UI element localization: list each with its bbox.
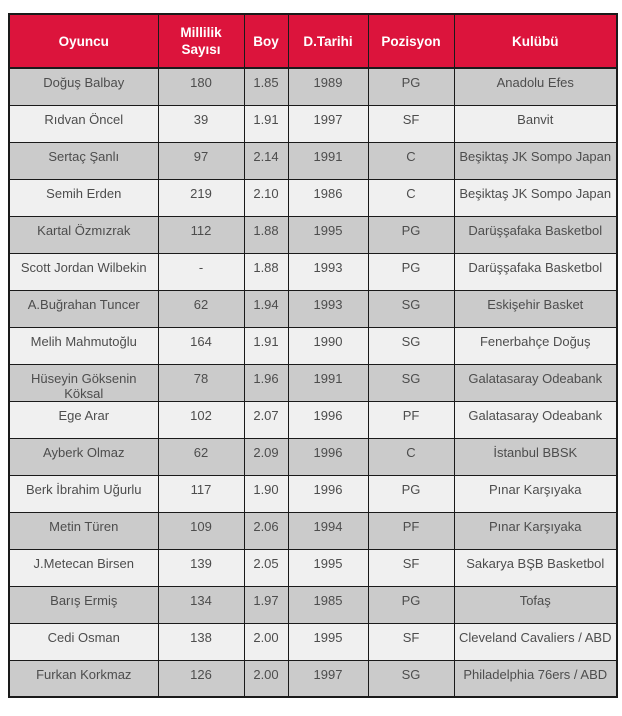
cell: Beşiktaş JK Sompo Japan: [454, 142, 617, 179]
cell: Philadelphia 76ers / ABD: [454, 660, 617, 697]
cell: PG: [368, 216, 454, 253]
cell: 138: [158, 623, 244, 660]
cell: 219: [158, 179, 244, 216]
cell: Cedi Osman: [9, 623, 158, 660]
cell: 62: [158, 290, 244, 327]
cell: Sertaç Şanlı: [9, 142, 158, 179]
cell: 1.94: [244, 290, 288, 327]
cell: C: [368, 438, 454, 475]
cell: 2.09: [244, 438, 288, 475]
column-header-4: Pozisyon: [368, 14, 454, 68]
cell: 1995: [288, 216, 368, 253]
cell: PF: [368, 512, 454, 549]
cell: 78: [158, 364, 244, 401]
cell: Pınar Karşıyaka: [454, 475, 617, 512]
cell: SG: [368, 327, 454, 364]
cell: 112: [158, 216, 244, 253]
column-header-5: Kulübü: [454, 14, 617, 68]
table-row: [9, 438, 617, 475]
cell: J.Metecan Birsen: [9, 549, 158, 586]
cell: İstanbul BBSK: [454, 438, 617, 475]
cell: Tofaş: [454, 586, 617, 623]
cell: 1993: [288, 290, 368, 327]
table-row: [9, 660, 617, 697]
cell: PG: [368, 475, 454, 512]
cell: 1991: [288, 142, 368, 179]
cell: 1997: [288, 660, 368, 697]
cell: 1986: [288, 179, 368, 216]
cell: Pınar Karşıyaka: [454, 512, 617, 549]
cell: SG: [368, 660, 454, 697]
cell: 109: [158, 512, 244, 549]
cell: Sakarya BŞB Basketbol: [454, 549, 617, 586]
cell: 180: [158, 68, 244, 105]
cell: Darüşşafaka Basketbol: [454, 216, 617, 253]
cell: 39: [158, 105, 244, 142]
cell: 1996: [288, 475, 368, 512]
cell: Rıdvan Öncel: [9, 105, 158, 142]
cell: C: [368, 142, 454, 179]
cell: SF: [368, 105, 454, 142]
cell: 2.10: [244, 179, 288, 216]
cell: C: [368, 179, 454, 216]
cell: 1995: [288, 549, 368, 586]
cell: 2.00: [244, 623, 288, 660]
players-table-header: [9, 14, 617, 68]
cell: Hüseyin Göksenin Köksal: [9, 364, 158, 401]
cell: Ege Arar: [9, 401, 158, 438]
column-header-0: Oyuncu: [9, 14, 158, 68]
players-table-body: [9, 68, 617, 697]
table-row: [9, 253, 617, 290]
cell: Beşiktaş JK Sompo Japan: [454, 179, 617, 216]
header-row: [9, 14, 617, 68]
cell: Darüşşafaka Basketbol: [454, 253, 617, 290]
table-row: [9, 142, 617, 179]
column-header-2: Boy: [244, 14, 288, 68]
cell: 1.85: [244, 68, 288, 105]
cell: SG: [368, 290, 454, 327]
cell: SG: [368, 364, 454, 401]
table-row: [9, 105, 617, 142]
cell: 1995: [288, 623, 368, 660]
cell: 97: [158, 142, 244, 179]
cell: 1996: [288, 401, 368, 438]
cell: 1985: [288, 586, 368, 623]
cell: Fenerbahçe Doğuş: [454, 327, 617, 364]
cell: 2.06: [244, 512, 288, 549]
cell: 134: [158, 586, 244, 623]
cell: Galatasaray Odeabank: [454, 364, 617, 401]
cell: Barış Ermiş: [9, 586, 158, 623]
cell: 1.91: [244, 105, 288, 142]
table-row: [9, 216, 617, 253]
cell: 1.88: [244, 216, 288, 253]
cell: 1990: [288, 327, 368, 364]
cell: Berk İbrahim Uğurlu: [9, 475, 158, 512]
table-row: [9, 401, 617, 438]
cell: Doğuş Balbay: [9, 68, 158, 105]
cell: 1991: [288, 364, 368, 401]
cell: SF: [368, 623, 454, 660]
cell: 1.96: [244, 364, 288, 401]
cell: Ayberk Olmaz: [9, 438, 158, 475]
table-row: [9, 290, 617, 327]
table-row: [9, 586, 617, 623]
column-header-3: D.Tarihi: [288, 14, 368, 68]
cell: 164: [158, 327, 244, 364]
table-row: [9, 364, 617, 401]
cell: 1989: [288, 68, 368, 105]
cell: 126: [158, 660, 244, 697]
cell: Eskişehir Basket: [454, 290, 617, 327]
cell: Melih Mahmutoğlu: [9, 327, 158, 364]
cell: PG: [368, 586, 454, 623]
cell: Kartal Özmızrak: [9, 216, 158, 253]
cell: 139: [158, 549, 244, 586]
cell: Cleveland Cavaliers / ABD: [454, 623, 617, 660]
cell: 117: [158, 475, 244, 512]
table-row: [9, 549, 617, 586]
cell: Furkan Korkmaz: [9, 660, 158, 697]
cell: Banvit: [454, 105, 617, 142]
table-row: [9, 68, 617, 105]
cell: 2.05: [244, 549, 288, 586]
cell: 1.88: [244, 253, 288, 290]
column-header-1: Millilik Sayısı: [158, 14, 244, 68]
cell: 1993: [288, 253, 368, 290]
cell: Anadolu Efes: [454, 68, 617, 105]
cell: SF: [368, 549, 454, 586]
cell: 1.90: [244, 475, 288, 512]
cell: 1997: [288, 105, 368, 142]
cell: Semih Erden: [9, 179, 158, 216]
cell: 1.97: [244, 586, 288, 623]
table-row: [9, 327, 617, 364]
cell: PG: [368, 253, 454, 290]
cell: PG: [368, 68, 454, 105]
cell: 1994: [288, 512, 368, 549]
cell: 1.91: [244, 327, 288, 364]
cell: 62: [158, 438, 244, 475]
cell: PF: [368, 401, 454, 438]
cell: 2.14: [244, 142, 288, 179]
cell: -: [158, 253, 244, 290]
cell: 2.00: [244, 660, 288, 697]
cell: 1996: [288, 438, 368, 475]
table-row: [9, 179, 617, 216]
cell: 102: [158, 401, 244, 438]
cell: A.Buğrahan Tuncer: [9, 290, 158, 327]
cell: Galatasaray Odeabank: [454, 401, 617, 438]
cell: Scott Jordan Wilbekin: [9, 253, 158, 290]
table-row: [9, 475, 617, 512]
cell: 2.07: [244, 401, 288, 438]
cell: Metin Türen: [9, 512, 158, 549]
players-table: [8, 13, 618, 698]
table-row: [9, 512, 617, 549]
table-row: [9, 623, 617, 660]
